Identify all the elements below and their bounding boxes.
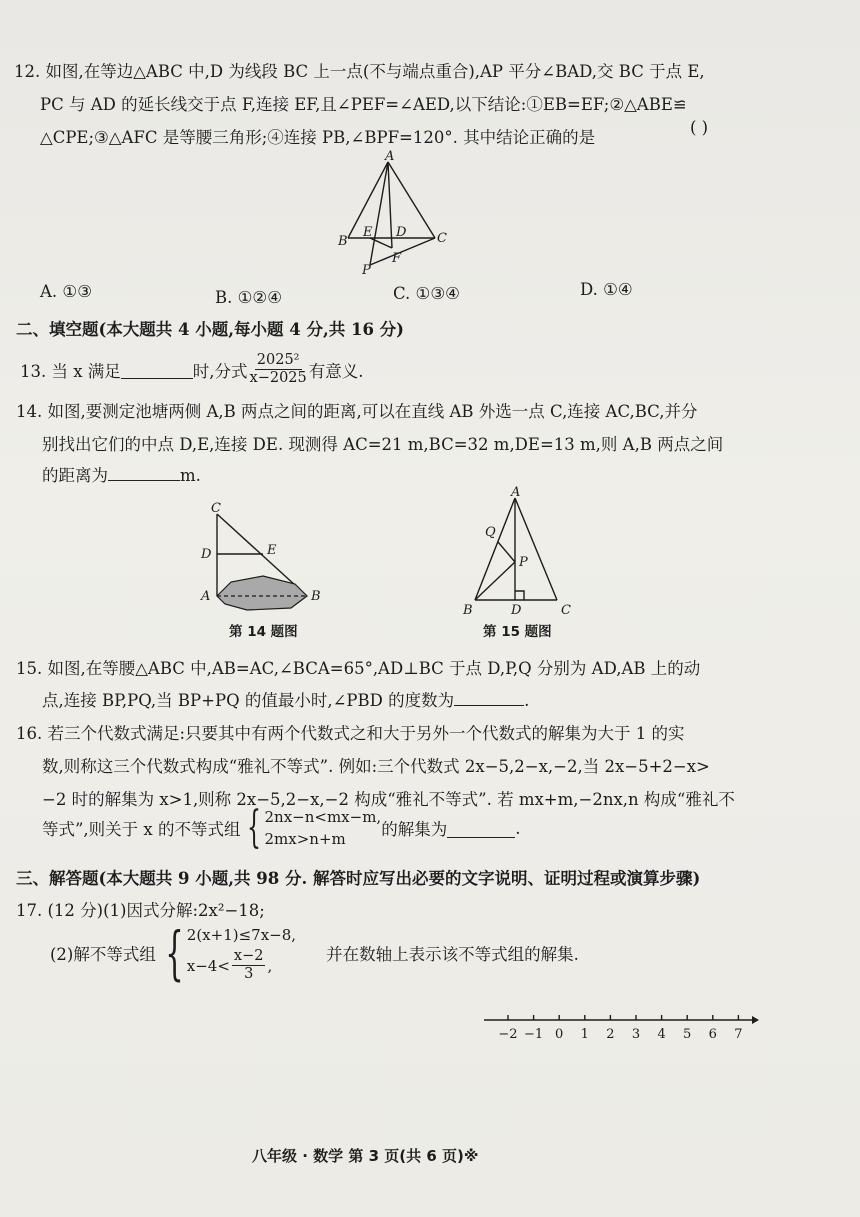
q14-blank[interactable] bbox=[108, 462, 180, 481]
q16-ineq1: 2nx−n<mx−m, bbox=[264, 808, 382, 826]
fig14-label-c: C bbox=[211, 501, 221, 516]
fig14-label-a: A bbox=[201, 589, 211, 604]
q16-line4 bbox=[42, 802, 521, 853]
section2-heading: 二、填空题(本大题共 4 小题,每小题 4 分,共 16 分) bbox=[16, 320, 404, 339]
fig15-label-q: Q bbox=[485, 525, 496, 540]
q14-line3-post: m. bbox=[180, 466, 201, 485]
q16-line2: 数,则称这三个代数式构成“雅礼不等式”. 例如:三个代数式 2x−5,2−x,−2,当 2x−5+2−x> bbox=[42, 757, 710, 776]
q14-line3 bbox=[42, 462, 201, 486]
number-line-tick-label: 1 bbox=[580, 1027, 589, 1042]
q12-label-b: B bbox=[338, 234, 348, 249]
q16-line4-pre: 等式”,则关于 x 的不等式组 bbox=[42, 820, 241, 839]
q14-line2: 别找出它们的中点 D,E,连接 DE. 现测得 AC=21 m,BC=32 m,DE=13 m,则 A,B 两点之间 bbox=[42, 435, 724, 454]
fig14-label-e: E bbox=[267, 543, 277, 558]
q13-fraction bbox=[250, 352, 307, 387]
fig15-label-d: D bbox=[511, 603, 522, 618]
number-line-tick-label: 5 bbox=[683, 1027, 692, 1042]
q12-option-c: C. ①③④ bbox=[393, 284, 460, 303]
q15-line2-pre: 点,连接 BP,PQ,当 BP+PQ 的值最小时,∠PBD 的度数为 bbox=[42, 691, 455, 710]
fig15-seg-ac bbox=[515, 498, 557, 600]
q16-ineq2: 2mx>n+m bbox=[264, 830, 346, 848]
q13-line bbox=[20, 352, 364, 387]
q14-line3-pre: 的距离为 bbox=[42, 466, 108, 485]
fig15-seg-bp bbox=[475, 562, 515, 600]
q15-line1: 15. 如图,在等腰△ABC 中,AB=AC,∠BCA=65°,AD⊥BC 于点 D,P,Q 分别为 AD,AB 上的动 bbox=[16, 659, 701, 678]
q12-label-d: D bbox=[396, 225, 407, 240]
q17-part2-pre: (2)解不等式组 bbox=[50, 944, 156, 964]
fig15-caption: 第 15 题图 bbox=[483, 624, 552, 640]
q17-ineq1: 2(x+1)≤7x−8, bbox=[186, 926, 297, 944]
q12-label-c: C bbox=[437, 231, 447, 246]
number-line-tick-label: 0 bbox=[555, 1027, 564, 1042]
q13-mid: 时,分式 bbox=[192, 361, 248, 381]
number-line-tick-label: 4 bbox=[657, 1027, 666, 1042]
q16-line4-end: . bbox=[515, 818, 521, 838]
fig15-seg-ab bbox=[475, 498, 515, 600]
q13-blank[interactable] bbox=[121, 360, 193, 379]
q13-frac-den: x−2025 bbox=[249, 370, 307, 386]
fig15-label-c: C bbox=[561, 603, 571, 618]
number-line-tick-label: 7 bbox=[734, 1027, 743, 1042]
fig14-label-b: B bbox=[311, 589, 321, 604]
q12-line1: 12. 如图,在等边△ABC 中,D 为线段 BC 上一点(不与端点重合),AP 平分∠BAD,交 BC 于点 E, bbox=[14, 62, 705, 81]
q12-figure bbox=[330, 150, 460, 280]
q15-line2 bbox=[42, 687, 529, 711]
fig15-label-b: B bbox=[463, 603, 473, 618]
q12-answer-paren: ( ) bbox=[690, 118, 709, 137]
q16-line4-post: 的解集为 bbox=[381, 820, 448, 839]
q16-line3: −2 时的解集为 x>1,则称 2x−5,2−x,−2 构成“雅礼不等式”. 若 mx+m,−2nx,n 构成“雅礼不 bbox=[42, 790, 735, 809]
q12-seg-ap bbox=[370, 162, 388, 265]
q17-part1: 17. (12 分)(1)因式分解:2x²−18; bbox=[16, 901, 265, 920]
number-line-tick-label: 6 bbox=[708, 1027, 717, 1042]
number-line-tick-label: −1 bbox=[524, 1027, 544, 1042]
q12-option-d: D. ①④ bbox=[580, 280, 633, 299]
q15-blank[interactable] bbox=[454, 687, 524, 706]
number-line bbox=[480, 1010, 760, 1044]
number-line-tick-label: −2 bbox=[498, 1027, 518, 1042]
arrow-right-icon bbox=[752, 1016, 759, 1024]
fig15-label-a: A bbox=[511, 485, 521, 500]
q15-line2-post: . bbox=[524, 691, 530, 710]
page-footer: 八年级 · 数学 第 3 页(共 6 页)※ bbox=[252, 1147, 479, 1165]
q12-label-a: A bbox=[385, 150, 395, 164]
q16-line1: 16. 若三个代数式满足:只要其中有两个代数式之和大于另外一个代数式的解集为大于 1 的实 bbox=[16, 724, 685, 743]
q17-ineq2: x−4< $\frac{x-2}{3}$ , bbox=[186, 948, 273, 982]
q12-label-e: E bbox=[363, 225, 373, 240]
q12-line2: PC 与 AD 的延长线交于点 F,连接 EF,且∠PEF=∠AED,以下结论:①EB=EF;②△ABE≌ bbox=[40, 95, 687, 114]
q14-line1: 14. 如图,要测定池塘两侧 A,B 两点之间的距离,可以在直线 AB 外选一点 C,连接 AC,BC,并分 bbox=[16, 402, 698, 421]
q13-frac-num: 2025² bbox=[256, 352, 300, 368]
q12-line3: △CPE;③△AFC 是等腰三角形;④连接 PB,∠BPF=120°. 其中结论正确的是 bbox=[40, 128, 596, 147]
fig14-label-d: D bbox=[201, 547, 212, 562]
fig14-caption: 第 14 题图 bbox=[229, 624, 298, 640]
q12-seg-af bbox=[388, 162, 392, 248]
q17-part2-post: 并在数轴上表示该不等式组的解集. bbox=[326, 944, 579, 964]
q12-option-b: B. ①②④ bbox=[215, 288, 282, 307]
section3-heading: 三、解答题(本大题共 9 小题,共 98 分. 解答时应写出必要的文字说明、证明过程或演算步骤) bbox=[16, 869, 701, 888]
fig14 bbox=[195, 498, 335, 614]
q12-label-f: F bbox=[392, 251, 402, 266]
q16-blank[interactable] bbox=[447, 819, 515, 838]
fig15-right-angle bbox=[515, 591, 524, 600]
fig15 bbox=[455, 484, 585, 618]
q12-label-p: P bbox=[362, 263, 371, 278]
q16-inequality-system: { 2nx−n<mx−m, 2mx>n+m bbox=[247, 802, 382, 853]
q13-post: 有意义. bbox=[308, 361, 364, 381]
q17-inequality-system: { 2(x+1)≤7x−8, x−4< $\frac{x-2}{3}$ , bbox=[165, 918, 297, 987]
number-line-tick-label: 3 bbox=[631, 1027, 641, 1042]
fig14-pond bbox=[217, 576, 307, 610]
fig15-label-p: P bbox=[519, 555, 528, 570]
q13-pre: 13. 当 x 满足 bbox=[20, 361, 121, 381]
number-line-tick-label: 2 bbox=[606, 1027, 615, 1042]
fig15-seg-qp bbox=[498, 542, 515, 562]
q12-option-a: A. ①③ bbox=[40, 282, 92, 301]
q17-part2 bbox=[50, 918, 579, 987]
